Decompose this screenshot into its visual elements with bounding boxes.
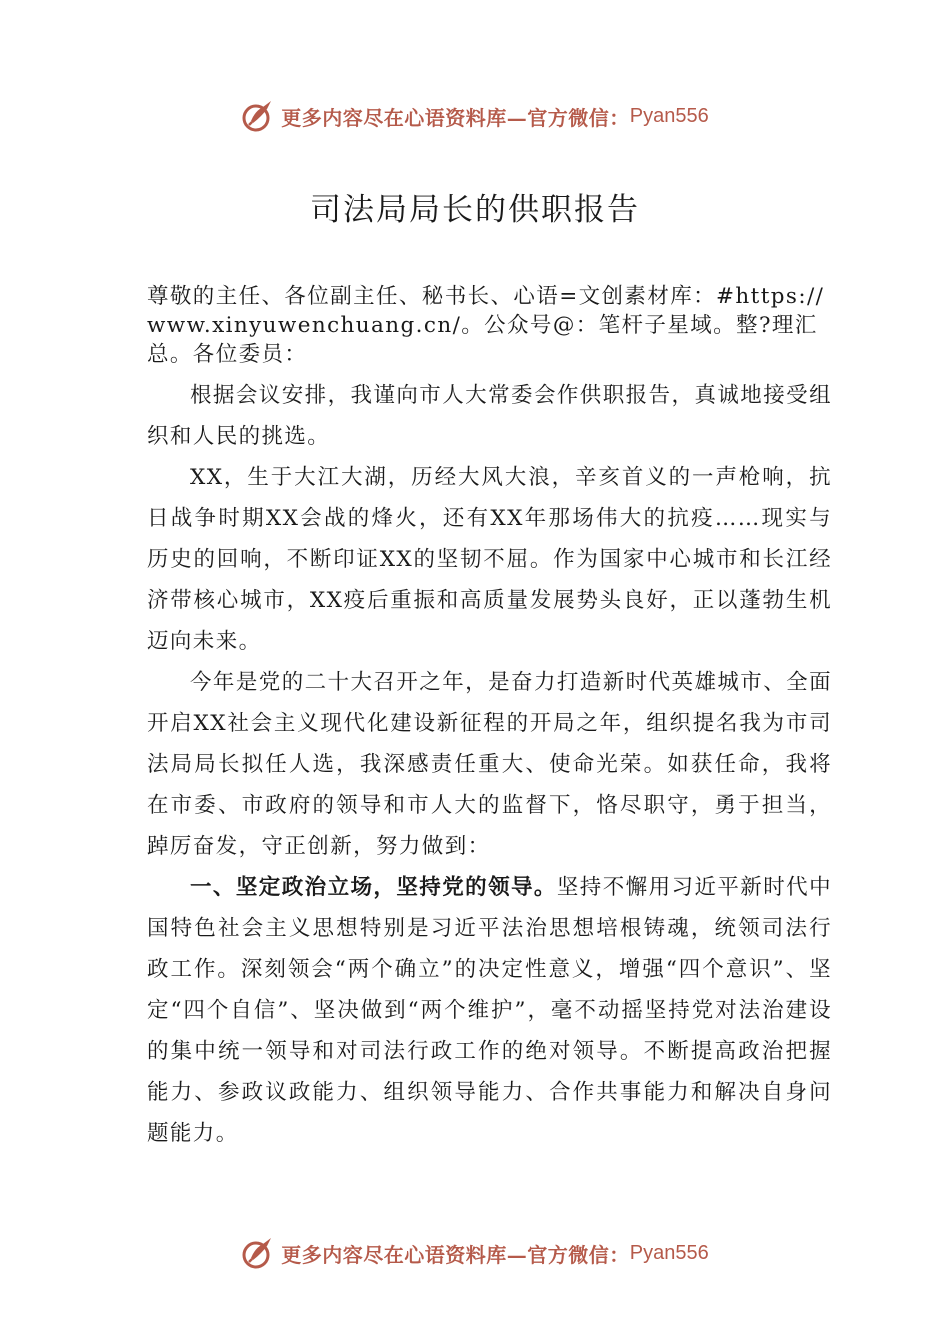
banner-text: 更多内容尽在心语资料库—官方微信： bbox=[281, 105, 630, 130]
banner-contact: Pyan556 bbox=[629, 1241, 709, 1264]
document-title: 司法局局长的供职报告 bbox=[310, 192, 640, 228]
pen-logo-icon bbox=[241, 1236, 277, 1270]
banner-text: 更多内容尽在心语资料库—官方微信： bbox=[281, 1242, 630, 1267]
section-1-heading: 一、坚定政治立场，坚持党的领导。 bbox=[190, 875, 557, 900]
paragraph-2: XX，生于大江大湖，历经大风大浪，辛亥首义的一声枪响，抗日战争时期XX会战的烽火，还有XX年那场伟大的抗疫……现实与历史的回响，不断印证XX的坚韧不屈。作为国家中心城市和长江经济带核心城市，XX疫后重振和高质量发展势头良好，正以蓬勃生机迈向未来。 bbox=[147, 465, 832, 654]
section-1-body: 坚持不懈用习近平新时代中国特色社会主义思想特别是习近平法治思想培根铸魂，统领司法行政工作。深刻领会“两个确立”的决定性意义，增强“四个意识”、坚定“四个自信”、坚决做到“两个维护”，毫不动摇坚持党对法治建设的集中统一领导和对司法行政工作的绝对领导。不断提高政治把握能力、参政议政能力、组织领导能力、合作共事能力和解决自身问题能力。 bbox=[147, 875, 832, 1146]
salutation: 尊敬的主任、各位副主任、秘书长、心语=文创素材库：#https://www.xinyuwenchuang.cn/。公众号@：笔杆子星域。整?理汇总。各位委员： bbox=[147, 284, 825, 367]
footer-banner bbox=[0, 1233, 950, 1273]
pen-logo-icon bbox=[241, 99, 277, 133]
header-banner bbox=[0, 96, 950, 136]
banner-contact: Pyan556 bbox=[629, 104, 709, 127]
paragraph-1: 根据会议安排，我谨向市人大常委会作供职报告，真诚地接受组织和人民的挑选。 bbox=[147, 383, 832, 449]
section-1-paragraph bbox=[147, 867, 832, 1154]
paragraph-3: 今年是党的二十大召开之年，是奋力打造新时代英雄城市、全面开启XX社会主义现代化建设新征程的开局之年，组织提名我为市司法局局长拟任人选，我深感责任重大、使命光荣。如获任命，我将在市委、市政府的领导和市人大的监督下，恪尽职守，勇于担当，踔厉奋发，守正创新，努力做到： bbox=[147, 670, 832, 859]
document-body bbox=[147, 282, 832, 1154]
